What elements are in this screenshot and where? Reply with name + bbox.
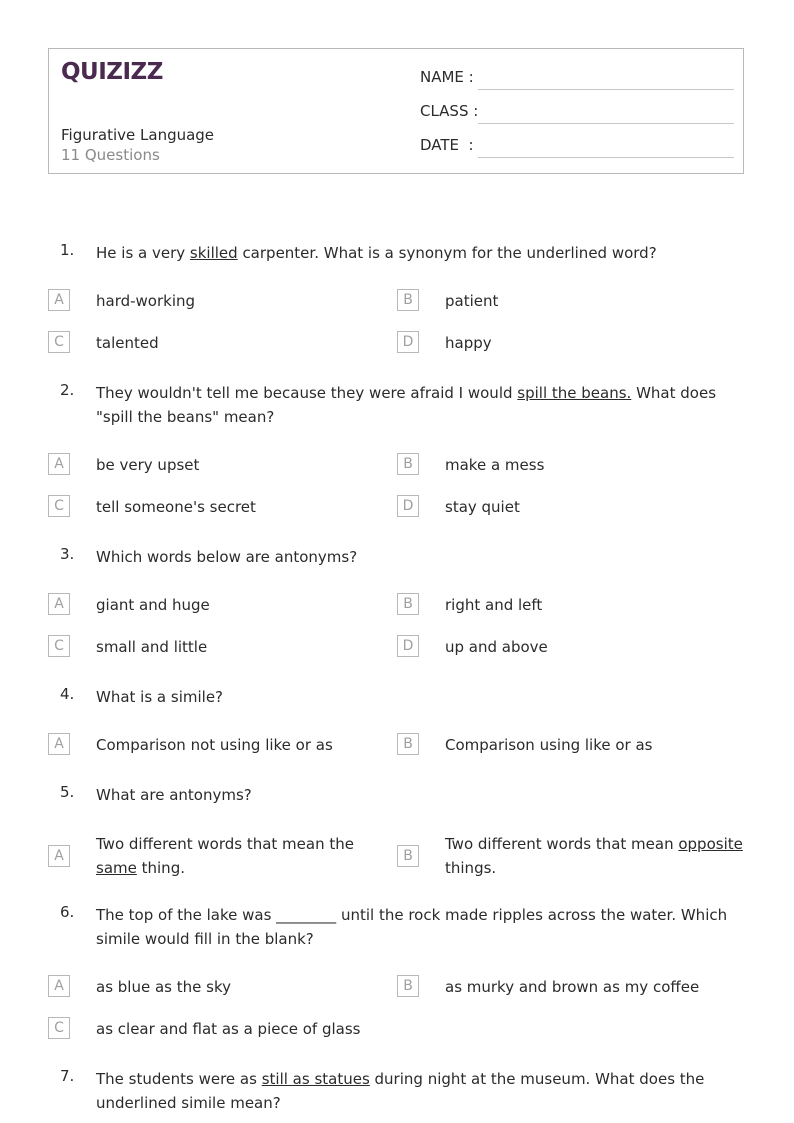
option-text <box>96 1017 398 1041</box>
question-number: 1. <box>60 241 75 259</box>
option-text <box>96 331 398 355</box>
text-run: right and left <box>445 596 543 614</box>
underlined-text: same <box>96 859 137 877</box>
option-text <box>445 289 747 313</box>
question-text <box>96 241 750 265</box>
option-letter-box: D <box>397 331 419 353</box>
text-run: He is a very <box>96 244 190 262</box>
question-number: 6. <box>60 903 75 921</box>
text-run: What are antonyms? <box>96 786 252 804</box>
underlined-text: skilled <box>189 244 238 262</box>
option-text <box>445 832 747 880</box>
text-run: things. <box>445 859 497 877</box>
text-run: as murky and brown as my coffee <box>445 978 700 996</box>
option-text <box>96 733 398 757</box>
date-field[interactable] <box>420 136 734 158</box>
text-run: Which words below are antonyms? <box>96 548 358 566</box>
text-run: as clear and flat as a piece of glass <box>96 1020 361 1038</box>
option-text <box>445 495 747 519</box>
text-run: giant and huge <box>96 596 210 614</box>
date-label: DATE : <box>420 136 474 154</box>
option-letter-box: D <box>397 495 419 517</box>
option-text <box>445 593 747 617</box>
question-number: 2. <box>60 381 75 399</box>
class-field[interactable] <box>420 102 734 124</box>
option-text <box>96 453 398 477</box>
option-letter-box: A <box>48 289 70 311</box>
option-letter-box: B <box>397 845 419 867</box>
option-text <box>96 495 398 519</box>
text-run: Two different words that mean the <box>96 835 354 853</box>
question-text <box>96 783 750 807</box>
text-run: tell someone's secret <box>96 498 256 516</box>
question-text <box>96 1067 750 1115</box>
name-line <box>478 89 734 90</box>
underlined-text: opposite <box>678 835 743 853</box>
text-run: up and above <box>445 638 548 656</box>
text-run: The students were as <box>96 1070 262 1088</box>
text-run: hard-working <box>96 292 196 310</box>
option-letter-box: C <box>48 495 70 517</box>
class-label: CLASS : <box>420 102 479 120</box>
name-label: NAME : <box>420 68 474 86</box>
option-text <box>96 832 398 880</box>
question-number: 7. <box>60 1067 75 1085</box>
text-run: Comparison not using like or as <box>96 736 333 754</box>
option-letter-box: C <box>48 1017 70 1039</box>
option-letter-box: A <box>48 733 70 755</box>
option-letter-box: B <box>397 975 419 997</box>
text-run: be very upset <box>96 456 200 474</box>
question-text <box>96 545 750 569</box>
date-line <box>478 157 734 158</box>
class-line <box>478 123 734 124</box>
name-field[interactable] <box>420 68 734 90</box>
text-run: patient <box>445 292 499 310</box>
worksheet-title: Figurative Language <box>61 126 215 144</box>
text-run: during night at the museum. What does the underlined simile mean? <box>96 1070 705 1112</box>
quizizz-logo: QUIZIZZ <box>61 59 163 85</box>
question-count: 11 Questions <box>61 146 160 164</box>
option-text <box>96 975 398 999</box>
option-letter-box: A <box>48 975 70 997</box>
text-run: small and little <box>96 638 208 656</box>
option-letter-box: A <box>48 593 70 615</box>
text-run: make a mess <box>445 456 545 474</box>
text-run: happy <box>445 334 492 352</box>
text-run: The top of the lake was ________ until the rock made ripples across the water. Which simile would fill in the blank? <box>96 906 728 948</box>
option-letter-box: B <box>397 733 419 755</box>
text-run: stay quiet <box>445 498 520 516</box>
option-text <box>445 733 747 757</box>
question-number: 5. <box>60 783 75 801</box>
option-letter-box: C <box>48 331 70 353</box>
option-letter-box: D <box>397 635 419 657</box>
text-run: carpenter. What is a synonym for the underlined word? <box>237 244 657 262</box>
option-text <box>96 635 398 659</box>
underlined-text: spill the beans. <box>517 384 632 402</box>
option-text <box>445 635 747 659</box>
option-text <box>445 453 747 477</box>
text-run: Two different words that mean <box>445 835 679 853</box>
text-run: Comparison using like or as <box>445 736 653 754</box>
option-letter-box: C <box>48 635 70 657</box>
text-run: thing. <box>136 859 185 877</box>
text-run: as blue as the sky <box>96 978 231 996</box>
question-number: 4. <box>60 685 75 703</box>
option-text <box>96 289 398 313</box>
text-run: They wouldn't tell me because they were afraid I would <box>96 384 518 402</box>
text-run: talented <box>96 334 159 352</box>
option-letter-box: B <box>397 593 419 615</box>
option-letter-box: B <box>397 453 419 475</box>
underlined-text: still as statues <box>261 1070 370 1088</box>
worksheet-header <box>48 48 744 174</box>
text-run: What does "spill the beans" mean? <box>96 384 717 426</box>
question-text <box>96 381 750 429</box>
option-letter-box: A <box>48 845 70 867</box>
question-text <box>96 685 750 709</box>
option-letter-box: A <box>48 453 70 475</box>
question-text <box>96 903 750 951</box>
option-text <box>445 331 747 355</box>
text-run: What is a simile? <box>96 688 224 706</box>
option-letter-box: B <box>397 289 419 311</box>
option-text <box>445 975 747 999</box>
option-text <box>96 593 398 617</box>
question-number: 3. <box>60 545 75 563</box>
